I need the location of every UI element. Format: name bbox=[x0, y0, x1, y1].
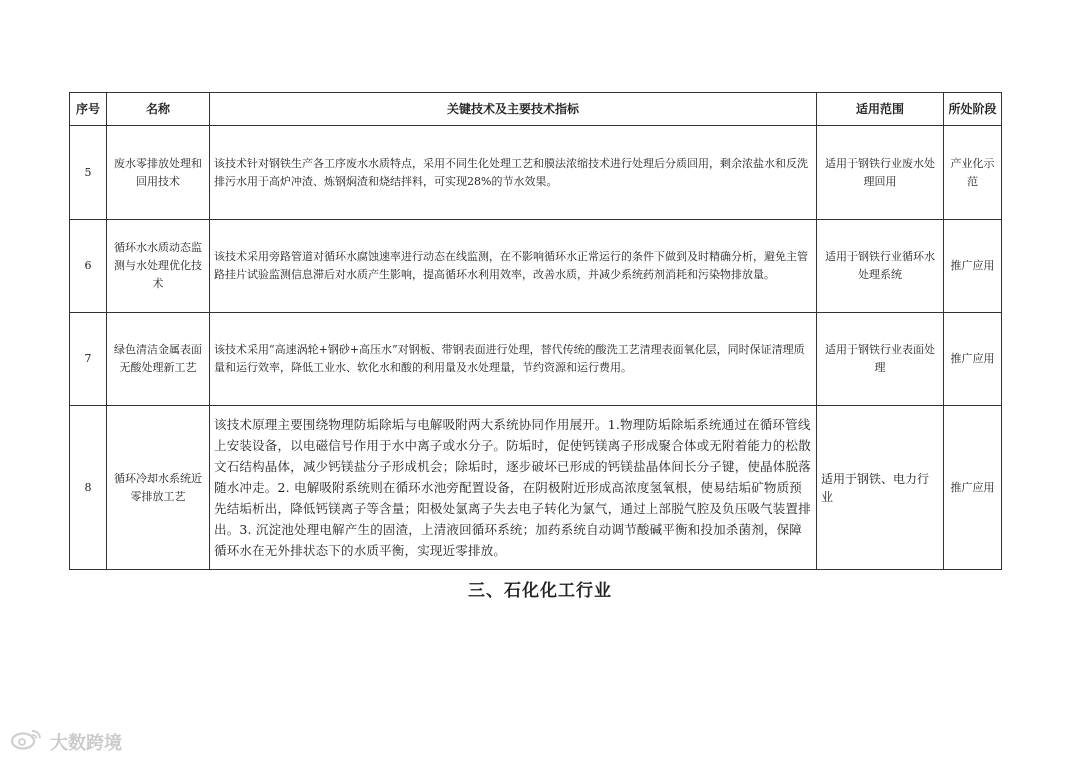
header-name: 名称 bbox=[107, 93, 210, 126]
row-tech: 该技术原理主要围绕物理防垢除垢与电解吸附两大系统协同作用展开。1.物理防垢除垢系统通过在循环管线上安装设备，以电磁信号作用于水中离子或水分子。防垢时，促使钙镁离子形成聚合体或无附着能力的松散文石结构晶体，减少钙镁盐分子形成机会；除垢时，逐步破坏已形成的钙镁盐晶体间长分子键，使晶体脱落随水冲走。2. 电解吸附系统则在循环水池旁配置设备，在阴极附近形成高浓度氢氧根，使易结垢矿物质预先结垢析出，降低钙镁离子等含量；阳极处氯离子失去电子转化为氯气，通过上部脱气腔及负压吸气装置排出。3. 沉淀池处理电解产生的固渣，上清液回循环系统；加药系统自动调节酸碱平衡和投加杀菌剂，保障循环水在无外排状态下的水质平衡，实现近零排放。 bbox=[210, 406, 817, 570]
row-scope: 适用于钢铁行业表面处理 bbox=[817, 313, 944, 406]
row-tech: 该技术采用旁路管道对循环水腐蚀速率进行动态在线监测，在不影响循环水正常运行的条件下做到及时精确分析，避免主管路挂片试验监测信息滞后对水质产生影响，提高循环水利用效率，改善水质，并减少系统药剂消耗和污染物排放量。 bbox=[210, 220, 817, 313]
row-scope: 适用于钢铁行业循环水处理系统 bbox=[817, 220, 944, 313]
row-name: 废水零排放处理和回用技术 bbox=[107, 126, 210, 220]
watermark-text: 大数跨境 bbox=[50, 732, 122, 754]
table-row bbox=[70, 406, 1002, 570]
row-tech: 该技术针对钢铁生产各工序废水水质特点，采用不同生化处理工艺和膜法浓缩技术进行处理后分质回用，剩余浓盐水和反洗排污水用于高炉冲渣、炼钢焖渣和烧结拌料，可实现28%的节水效果。 bbox=[210, 126, 817, 220]
header-tech: 关键技术及主要技术指标 bbox=[210, 93, 817, 126]
row-name: 绿色清洁金属表面无酸处理新工艺 bbox=[107, 313, 210, 406]
row-tech: 该技术采用“高速涡轮+钢砂+高压水”对钢板、带钢表面进行处理，替代传统的酸洗工艺清理表面氧化层，同时保证清理质量和运行效率，降低工业水、软化水和酸的利用量及水处理量，节约资源和运行费用。 bbox=[210, 313, 817, 406]
section-title: 三、石化化工行业 bbox=[468, 581, 612, 601]
row-name: 循环冷却水系统近零排放工艺 bbox=[107, 406, 210, 570]
weibo-logo-icon bbox=[10, 728, 44, 755]
table-row bbox=[70, 220, 1002, 313]
row-name: 循环水水质动态监测与水处理优化技术 bbox=[107, 220, 210, 313]
table-header-row bbox=[70, 93, 1002, 126]
header-no: 序号 bbox=[70, 93, 107, 126]
row-scope: 适用于钢铁行业废水处理回用 bbox=[817, 126, 944, 220]
row-stage: 推广应用 bbox=[944, 406, 1002, 570]
header-scope: 适用范围 bbox=[817, 93, 944, 126]
row-no: 7 bbox=[70, 313, 107, 406]
technology-table bbox=[69, 92, 1002, 570]
watermark bbox=[10, 728, 122, 755]
table-row bbox=[70, 313, 1002, 406]
table-row bbox=[70, 126, 1002, 220]
row-no: 5 bbox=[70, 126, 107, 220]
row-no: 6 bbox=[70, 220, 107, 313]
row-stage: 产业化示范 bbox=[944, 126, 1002, 220]
row-stage: 推广应用 bbox=[944, 220, 1002, 313]
row-scope: 适用于钢铁、电力行业 bbox=[817, 406, 944, 570]
row-stage: 推广应用 bbox=[944, 313, 1002, 406]
header-stage: 所处阶段 bbox=[944, 93, 1002, 126]
row-no: 8 bbox=[70, 406, 107, 570]
